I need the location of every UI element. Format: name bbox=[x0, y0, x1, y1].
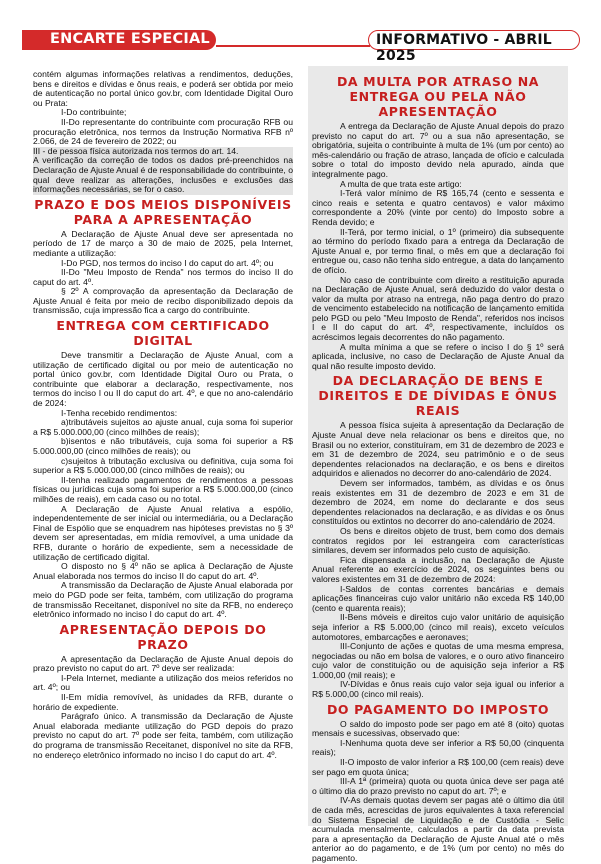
paragraph: I-Terá valor mínimo de R$ 165,74 (cento e sessenta e cinco reais e setenta e quatro centavos) e valor máximo correspondente a 20% (vinte por cento) do Imposto sobre a Renda devido; e bbox=[312, 188, 564, 227]
issue-tag-label: INFORMATIVO - ABRIL 2025 bbox=[376, 32, 552, 64]
right-column bbox=[308, 66, 568, 863]
paragraph: I-Saldos de contas correntes bancárias e demais aplicações financeiras cujo valor unitário não exceda R$ 140,00 (cento e quarenta reais); bbox=[312, 583, 564, 613]
paragraph: I-Do contribuinte; bbox=[61, 107, 127, 118]
paragraph: Fica dispensada a inclusão, na Declaração de Ajuste Anual referente ao exercício de 2024, os seguintes bens ou valores existentes em 31 de dezembro de 2024: bbox=[312, 554, 564, 584]
section-heading: DO PAGAMENTO DO IMPOSTO bbox=[326, 701, 550, 717]
issue-tag bbox=[368, 30, 580, 64]
paragraph: II-O imposto de valor inferior a R$ 100,00 (cem reais) deve ser pago em quota única; bbox=[312, 757, 565, 777]
paragraph: Os bens e direitos objeto de trust, bem como dos demais contratos regidos por lei estrangeira com características similares, devem ser informados pelo custo de aquisição. bbox=[312, 525, 564, 556]
section-heading: PRAZO E DOS MEIOS DISPONÍVEIS PARA A APRESENTAÇÃO bbox=[34, 196, 292, 227]
paragraph: Deve transmitir a Declaração de Ajuste Anual, com a utilização de certificado digital ou por meio de autenticação no portal único gov.br, com Identidade Digital Ouro ou Prata, o contribuinte que elaborar a declaração, respectivamente, nos termos do inciso I ou II do caput do art. 4º, e que no ano-calendário de 2024: bbox=[33, 350, 293, 409]
paragraph: contém algumas informações relativas a rendimentos, deduções, bens e direitos e dívidas e ônus reais, e poderá ser obtida por meio de autenticação no portal único gov.br, com Identidade Digital Ouro ou Prata: bbox=[33, 69, 293, 108]
paragraph: A multa de que trata este artigo: bbox=[340, 178, 462, 189]
paragraph: Parágrafo único. A transmissão da Declaração de Ajuste Anual elaborada mediante utilização do PGD depois do prazo previsto no caput do art. 7º pode ser feita, também, com utilização do programa de transmissão Receitanet, disponível no site da RFB, no endereço eletrônico informado no inciso I do caput do art. 4º. bbox=[33, 711, 293, 760]
paragraph: I-Do PGD, nos termos do inciso I do caput do art. 4º; ou bbox=[61, 257, 274, 268]
paragraph: II-Bens móveis e direitos cujo valor unitário de aquisição seja inferior a R$ 5.000,00 (cinco mil reais), exceto veículos automotores, embarcações e aeronaves; bbox=[312, 612, 564, 642]
paragraph: O disposto no § 4º não se aplica à Declaração de Ajuste Anual elaborada nos termos do inciso II do caput do art. 4º. bbox=[33, 561, 293, 581]
section-heading: DA MULTA POR ATRASO NA ENTREGA OU PELA NÃO APRESENTAÇÃO bbox=[336, 74, 540, 119]
paragraph: No caso de contribuinte com direito a restituição apurada na Declaração de Ajuste Anual, será deduzido do valor desta o valor da multa por atraso na entrega, não paga dentro do prazo de vencimento estabelecido na notificação de lançamento emitida pelo PGD ou pelo "Meu Imposto de Renda", referidos nos incisos I e II do caput do art. 4º, respectivamente, incluídos os acréscimos legais decorrentes do não pagamento. bbox=[312, 274, 564, 343]
section-tag-label: ENCARTE ESPECIAL bbox=[50, 31, 210, 47]
header-divider bbox=[216, 45, 370, 47]
paragraph: O saldo do imposto pode ser pago em até 8 (oito) quotas mensais e sucessivas, observado que: bbox=[312, 718, 564, 739]
section-heading: APRESENTAÇÃO DEPOIS DO PRAZO bbox=[59, 621, 267, 652]
paragraph: IV-As demais quotas devem ser pagas até o último dia útil de cada mês, acrescidas de juros equivalentes à taxa referencial do Sistema Especial de Liquidação e de Custódia - Selic acumulada mensalmente, calculados a partir da data prevista para a apresentação da Declaração de Ajuste Anual até o mês anterior ao do pagamento, e de 1% (um por cento) no mês do pagamento. bbox=[312, 795, 564, 863]
paragraph: b)isentos e não tributáveis, cuja soma foi superior a R$ 5.000.000,00 (cinco milhões de reais); ou bbox=[33, 436, 293, 456]
paragraph: III-A 1ª (primeira) quota ou quota única deve ser paga até o último dia do prazo previsto no caput do art. 7º; e bbox=[312, 776, 564, 796]
section-tag bbox=[28, 30, 216, 50]
paragraph: I-Tenha recebido rendimentos: bbox=[61, 407, 178, 418]
paragraph: A Declaração de Ajuste Anual relativa a espólio, independentemente de ser inicial ou intermediária, ou a Declaração Final de Espólio que se enquadrem nas hipóteses previstas no § 3º devem ser apresentadas, em mídia removível, a uma unidade da RFB, durante o horário de expediente, sem a necessidade de utilização de certificado digital. bbox=[33, 503, 293, 562]
left-column bbox=[33, 70, 293, 760]
paragraph: A pessoa física sujeita à apresentação da Declaração de Ajuste Anual deve nela relacionar os bens e direitos que, no Brasil ou no exterior, constituíram, em 31 de dezembro de 2023 e em 31 de dezembro de 2024, seu patrimônio e o de seus dependentes relacionados na declaração, e os bens e direitos adquiridos e alienados no decorrer do ano-calendário de 2024. bbox=[312, 420, 564, 479]
paragraph: A transmissão da Declaração de Ajuste Anual elaborada por meio do PGD pode ser feita, também, com utilização do programa de transmissão Receitanet, disponível no site da RFB, no endereço eletrônico informado no inciso I do caput do art. 4º. bbox=[33, 580, 293, 620]
paragraph: § 2º A comprovação da apresentação da Declaração de Ajuste Anual é feita por meio de recibo disponibilizado depois da transmissão, cuja impressão fica a cargo do contribuinte. bbox=[33, 286, 293, 316]
paragraph: II-Em mídia removível, às unidades da RFB, durante o horário de expediente. bbox=[33, 692, 293, 712]
paragraph: II-tenha realizado pagamentos de rendimentos a pessoas físicas ou jurídicas cuja soma foi superior a R$ 5.000.000,00 (cinco milhões de reais), em cada caso ou no total. bbox=[33, 474, 293, 504]
paragraph: A multa mínima a que se refere o inciso I do § 1º será aplicada, inclusive, no caso de Declaração de Ajuste Anual da qual não resulte imposto devido. bbox=[312, 341, 564, 371]
paragraph: A verificação da correção de todos os dados pré-preenchidos na Declaração de Ajuste Anual é de responsabilidade do contribuinte, o qual deve realizar as alterações, inclusões e exclusões das informações necessárias, se for o caso. bbox=[33, 155, 293, 195]
paragraph: II-Do representante do contribuinte com procuração RFB ou procuração eletrônica, nos termos da Instrução Normativa RFB nº 2.066, de 24 de fevereiro de 2022; ou bbox=[33, 116, 293, 147]
section-heading: DA DECLARAÇÃO DE BENS E DIREITOS E DE DÍVIDAS E ÔNUS REAIS bbox=[318, 373, 558, 419]
paragraph: I-Pela Internet, mediante a utilização dos meios referidos no art. 4º; ou bbox=[33, 672, 293, 693]
paragraph: c)sujeitos à tributação exclusiva ou definitiva, cuja soma foi superior a R$ 5.000.000,00 (cinco milhões de reais); ou bbox=[33, 455, 293, 476]
paragraph: IV-Dívidas e ônus reais cujo valor seja igual ou inferior a R$ 5.000,00 (cinco mil reais). bbox=[312, 679, 564, 700]
paragraph: Devem ser informados, também, as dívidas e os ônus reais existentes em 31 de dezembro de 2023 e em 31 de dezembro de 2024, em nome do declarante e dos seus dependentes relacionados na declaração, e as dívidas e os ônus constituídos ou extintos no decorrer do ano-calendário de 2024. bbox=[312, 478, 564, 527]
paragraph: I-Nenhuma quota deve ser inferior a R$ 50,00 (cinquenta reais); bbox=[312, 737, 564, 758]
paragraph: II-Terá, por termo inicial, o 1º (primeiro) dia subsequente ao término do período fixado para a entrega da Declaração de Ajuste Anual e, por termo final, o mês em que a declaração foi entregue ou, caso não tenha sido entregue, a data do lançamento de ofício. bbox=[312, 226, 564, 275]
paragraph: III-Conjunto de ações e quotas de uma mesma empresa, negociadas ou não em bolsa de valores, e o ouro ativo financeiro cujo valor de constituição ou de aquisição seja inferior a R$ 1.000,00 (mil reais); e bbox=[312, 641, 564, 680]
section-heading: ENTREGA COM CERTIFICADO DIGITAL bbox=[56, 318, 270, 349]
paragraph: A entrega da Declaração de Ajuste Anual depois do prazo previsto no caput do art. 7º ou a sua não apresentação, se obrigatória, sujeita o contribuinte à multa de 1% (um por cento) ao mês-calendário ou fração de atraso, lançada de ofício e calculada sobre o total do imposto devido nela apurado, ainda que integralmente pago. bbox=[312, 121, 564, 179]
paragraph: III - de pessoa física autorizada nos termos do art. 14. bbox=[33, 147, 293, 157]
paragraph: A Declaração de Ajuste Anual deve ser apresentada no período de 17 de março a 30 de maio de 2025, pela Internet, mediante a utilização: bbox=[33, 228, 293, 258]
paragraph: A apresentação da Declaração de Ajuste Anual depois do prazo previsto no caput do art. 7º deve ser realizada: bbox=[33, 653, 293, 674]
paragraph: II-Do "Meu Imposto de Renda" nos termos do inciso II do caput do art. 4º. bbox=[33, 267, 293, 287]
paragraph: a)tributáveis sujeitos ao ajuste anual, cuja soma foi superior a R$ 5.000.000,00 (cinco milhões de reais); bbox=[33, 417, 293, 437]
